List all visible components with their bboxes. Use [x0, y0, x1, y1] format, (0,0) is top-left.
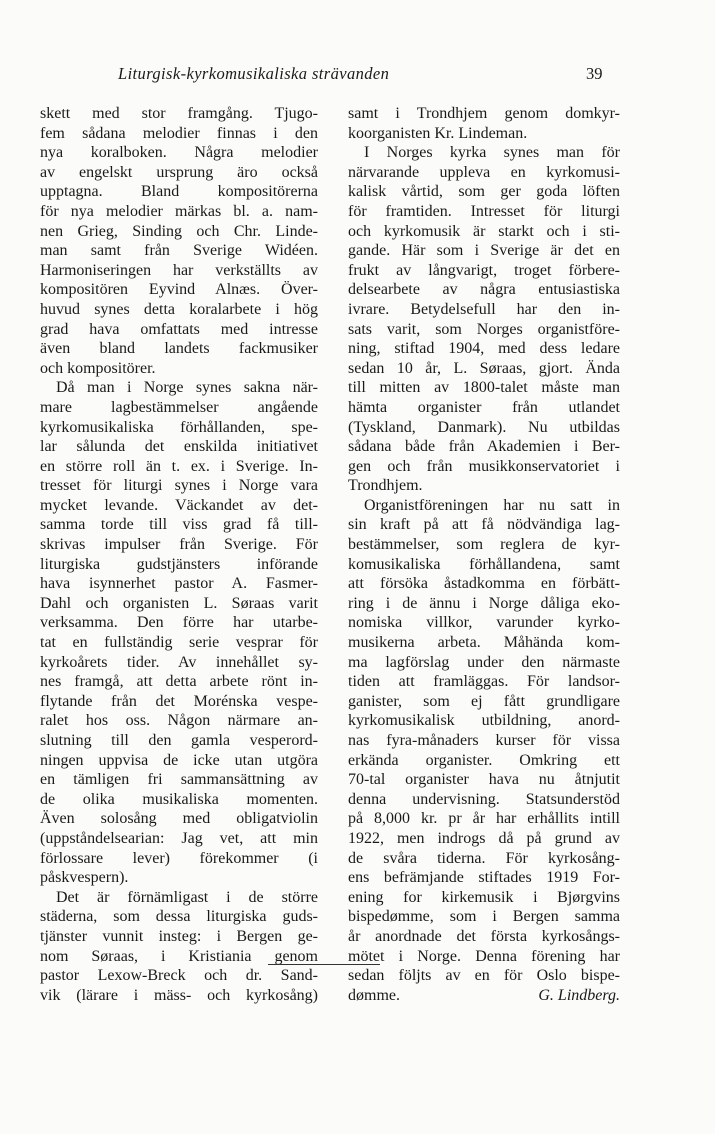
text-line: ening for kirkemusik i Bjørgvins — [348, 888, 620, 906]
text-line: kyrkomusikaliska förhållanden, spe- — [40, 418, 318, 436]
text-line: de svåra tiderna. För kyrkosång- — [348, 849, 620, 867]
text-line: fem sådana melodier finnas i den — [40, 124, 318, 142]
text-line: av engelskt ursprung äro också — [40, 163, 318, 181]
text-line: Även solosång med obligatviolin — [40, 810, 318, 828]
text-line: sedan följts av en för Oslo bispe- — [348, 967, 620, 985]
text-line: på 8,000 kr. pr år har erhållits intill — [348, 810, 620, 828]
text-line: I Norges kyrka synes man för — [364, 144, 620, 162]
closing-text: dømme. — [348, 986, 400, 1004]
text-line: gande. Här som i Sverige är det en — [348, 242, 620, 260]
text-line: nas fyra-månaders kurser för vissa — [348, 732, 620, 749]
right-column — [348, 104, 620, 1005]
text-line: vik (lärare i mäss- och kyrkosång) — [40, 986, 318, 1004]
text-line: ma lagförslag under den närmaste — [348, 653, 620, 671]
text-line: Harmoniseringen har verkställts av — [40, 261, 318, 279]
text-line: liturgiska gudstjänsters införande — [40, 555, 318, 573]
text-line: 1922, men indrogs då på grund av — [348, 829, 620, 847]
text-line: en större roll än t. ex. i Sverige. In- — [40, 457, 318, 475]
text-line: denna undervisning. Statsunderstöd — [348, 790, 620, 808]
text-line: nen Grieg, Sinding och Chr. Linde- — [40, 222, 318, 240]
text-line: skrivas impulser från Sverige. För — [40, 536, 318, 554]
text-line: sin kraft på att få nödvändiga lag- — [348, 516, 620, 534]
text-line: tiden att framläggas. För landsor- — [348, 673, 620, 691]
text-line: flytande från det Morénska vespe- — [40, 692, 318, 710]
text-line: nomiska villkor, varunder kyrko- — [348, 614, 620, 632]
text-line: delsearbete av några entusiastiska — [348, 281, 620, 299]
text-line: samma torde till viss grad få till- — [40, 516, 318, 534]
text-line: (Tyskland, Danmark). Nu utbildas — [348, 418, 620, 436]
text-line: Dahl och organisten L. Søraas varit — [40, 594, 318, 612]
text-line: tresset för liturgi synes i Norge vara — [40, 477, 318, 495]
running-title: Liturgisk-kyrkomusikaliska strävanden — [118, 64, 390, 83]
closing-line — [348, 986, 620, 1006]
text-line: nom Søraas, i Kristiania genom — [40, 947, 318, 965]
text-line: bispedømme, som i Bergen samma — [348, 908, 620, 926]
text-line: även bland landets fackmusiker — [40, 340, 318, 358]
text-line: Trondhjem. — [348, 477, 423, 495]
text-line: gen och från musikkonservatoriet i — [348, 457, 620, 475]
end-rule — [268, 964, 380, 965]
text-line: komusikaliska förhållandena, samt — [348, 555, 620, 573]
text-line: förlossare lever) förekommer (i — [40, 849, 318, 867]
text-line: tjänster vunnit insteg: i Bergen ge- — [40, 927, 318, 945]
text-line: sådana både från Akademien i Ber- — [348, 438, 620, 456]
text-line: grad hava omfattats med intresse — [40, 320, 318, 338]
text-line: hämta organister från utlandet — [348, 398, 620, 416]
text-line: upptagna. Bland kompositörerna — [40, 183, 318, 201]
text-line: slutning till den gamla vesperord- — [40, 732, 318, 749]
text-line: mötet i Norge. Denna förening har — [348, 947, 620, 965]
text-line: ens befrämjande stiftades 1919 For- — [348, 869, 620, 887]
text-line: för framtiden. Intresset för liturgi — [348, 202, 620, 220]
author-signature: G. Lindberg. — [538, 986, 620, 1004]
left-column — [40, 104, 318, 1005]
text-line: (uppståndelsearian: Jag vet, att min — [40, 829, 318, 847]
text-line: de olika musikaliska momenten. — [40, 790, 318, 808]
text-line: hava isynnerhet pastor A. Fasmer- — [40, 575, 318, 593]
text-line: att försöka åstadkomma en förbätt- — [348, 575, 620, 593]
text-line: Organistföreningen har nu satt in — [364, 496, 620, 514]
text-line: städerna, som dessa liturgiska guds- — [40, 908, 318, 926]
text-line: nya koralboken. Några melodier — [40, 144, 318, 162]
text-line: Det är förnämligast i de större — [56, 888, 318, 906]
text-line: bestämmelser, som reglera de kyr- — [348, 536, 620, 554]
text-line: närvarande uppleva en kyrkomusi- — [348, 163, 620, 181]
text-line: kyrkoårets tider. Av innehållet sy- — [40, 653, 318, 671]
text-line: huvud synes detta koralarbete i hög — [40, 300, 318, 318]
text-line: mycket levande. Väckandet av det- — [40, 496, 318, 514]
text-line: till mitten av 1800-talet måste man — [348, 379, 620, 397]
text-line: sats varit, som Norges organistföre- — [348, 320, 620, 338]
text-line: för nya melodier märkas bl. a. nam- — [40, 202, 318, 220]
text-line: ningen uppvisa de icke utan utgöra — [40, 751, 318, 769]
text-line: tat en fullständig serie vesprar för — [40, 634, 318, 652]
text-line: man samt från Sverige Widéen. — [40, 242, 318, 260]
text-line: musikerna arbeta. Måhända kom- — [348, 634, 620, 652]
text-line: pastor Lexow-Breck och dr. Sand- — [40, 967, 318, 985]
text-line: ganister, som ej fått grundligare — [348, 692, 620, 710]
text-line: verksamma. Den förre har utarbe- — [40, 614, 318, 632]
text-line: skett med stor framgång. Tjugo- — [40, 105, 318, 122]
text-line: mare lagbestämmelser angående — [40, 398, 318, 416]
text-line: och kyrkomusik är starkt och i sti- — [348, 222, 620, 240]
text-line: ning, stiftad 1904, med dess ledare — [348, 340, 620, 358]
page-header — [0, 64, 715, 88]
page-number: 39 — [586, 64, 603, 83]
text-line: kalisk vårtid, som ger goda löften — [348, 183, 620, 201]
text-line: frukt av långvarigt, troget förbere- — [348, 261, 620, 279]
text-line: samt i Trondhjem genom domkyr- — [348, 105, 620, 122]
text-line: erkända organister. Omkring ett — [348, 751, 620, 769]
text-line: 70-tal organister hava nu åtnjutit — [348, 771, 620, 789]
text-line: koorganisten Kr. Lindeman. — [348, 124, 528, 142]
text-line: lar sålunda det enskilda initiativet — [40, 438, 318, 456]
text-line: och kompositörer. — [40, 359, 156, 377]
text-line: sedan 10 år, L. Søraas, gjort. Ända — [348, 359, 620, 377]
text-line: nes framgå, att detta arbete rönt in- — [40, 673, 318, 691]
text-line: ring i de ännu i Norge dåliga eko- — [348, 594, 620, 612]
text-line: påskvespern). — [40, 869, 129, 887]
text-line: år anordnade det första kyrkosångs- — [348, 927, 620, 945]
text-line: kyrkomusikalisk utbildning, anord- — [348, 712, 620, 730]
text-line: en tämligen fri sammansättning av — [40, 771, 318, 789]
text-line: kompositören Eyvind Alnæs. Över- — [40, 281, 318, 299]
text-line: Då man i Norge synes sakna när- — [56, 379, 318, 397]
text-line: ivrare. Betydelsefull har den in- — [348, 300, 620, 318]
text-line: ralet hos oss. Någon närmare an- — [40, 712, 318, 730]
